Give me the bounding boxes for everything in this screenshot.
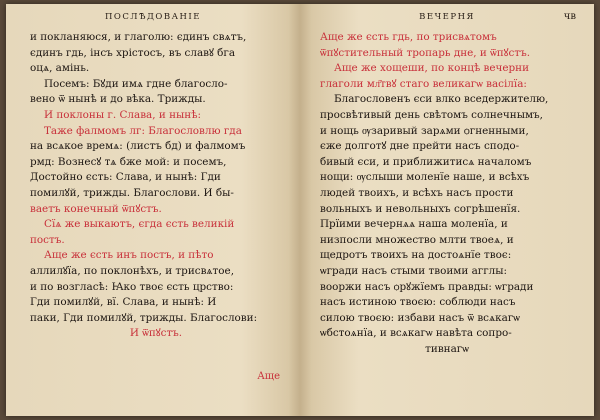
right-page-header: ВЕЧЕРНЯ xyxy=(419,12,475,22)
text-line: И поклоны г. Слава, и нынѣ: xyxy=(44,108,201,121)
text-line: Таже фалмомъ лг: Благословлю гда xyxy=(44,124,242,137)
right-page-text xyxy=(320,30,574,357)
right-page-number: чв xyxy=(563,11,576,22)
text-line: аллилꙋїа, по поклонѣхъ, и трисвѧтое, xyxy=(30,264,235,277)
text-line: Посемъ: Бꙋди имѧ гдне благосло- xyxy=(44,77,228,90)
right-page xyxy=(300,4,594,416)
text-line: тивнагѡ xyxy=(425,342,469,355)
text-line: ваетъ конечный ѿпꙋстъ. xyxy=(30,202,162,215)
left-page-text xyxy=(30,30,282,342)
text-line: вольныхъ и невольныхъ согрѣшенїя. xyxy=(320,202,521,215)
text-line: Аще же хощеши, по концѣ вечерни xyxy=(334,62,530,75)
text-line: Достойно єсть: Слава, и нынѣ: Гди xyxy=(30,171,221,184)
text-line: помилꙋй, трижды. Благослови. И бы- xyxy=(30,186,234,199)
text-line: насъ истиною твоєю: соблюди насъ xyxy=(320,296,516,309)
text-line: силою твоєю: избави насъ ѿ всѧкагѡ xyxy=(320,311,520,324)
left-page-header: ПОСЛѢДОВАНІЕ xyxy=(105,12,201,22)
text-line: Аще же єсть инъ постъ, и пѣто xyxy=(44,249,214,262)
left-page xyxy=(6,4,300,416)
text-line: вено ѿ нынѣ и до вѣка. Трижды. xyxy=(30,93,206,106)
text-line: оцѧ, амінь. xyxy=(30,62,90,75)
text-line: Аще же єсть гдь, по трисвѧтомъ xyxy=(320,31,497,43)
text-line: Гди помилꙋй, вї. Слава, и нынѣ: И xyxy=(30,296,217,309)
text-line: просвѣтивый день свѣтомъ солнечнымъ, xyxy=(320,108,543,121)
text-line: и покланяюся, и глаголю: єдинъ свѧтъ, xyxy=(30,31,247,43)
text-line: ѿпꙋстительный тропарь дне, и ѿпꙋстъ. xyxy=(320,46,531,59)
text-line: вооржи насъ ѻрꙋжїемъ правды: ѡгради xyxy=(320,280,534,293)
text-line: и по возгласѣ: Ꙗко твоє єсть црство: xyxy=(30,280,234,293)
text-line: постъ. xyxy=(30,233,65,246)
text-line: ѡбстоѧнїа, и всѧкагѡ навѣта сопро- xyxy=(320,327,512,340)
text-line: бивый єси, и приближитисѧ началомъ xyxy=(320,155,532,168)
text-line: рмд: Вознесꙋ тѧ бже мой: и посемъ, xyxy=(30,155,227,168)
left-catchword: Аще xyxy=(257,371,280,382)
text-line: щедротъ твоихъ на достоѧнїе твоє: xyxy=(320,249,512,262)
text-line: низпосли множество млти твоеѧ, и xyxy=(320,233,514,246)
text-line: паки, Гди помилꙋй, трижды. Благослови: xyxy=(30,311,258,324)
text-line: на всѧкое времѧ: (листъ бд) и фалмомъ xyxy=(30,140,246,153)
text-line: людей твоихъ, и всѣхъ насъ прости xyxy=(320,186,514,199)
book-spread xyxy=(6,4,594,416)
text-line: Сїѧ же выкаютъ, єгда єсть великій xyxy=(44,218,235,231)
text-line: єже долготꙋ дне прейти насъ сподо- xyxy=(320,140,520,153)
text-line: глаголи мл҃твꙋ стаго великагѡ васілїа: xyxy=(320,77,527,90)
text-line: єдинъ гдь, інсъ хрістосъ, въ славꙋ бга xyxy=(30,46,236,59)
text-line: и нощь ѹзаривый зарѧми ѻгненными, xyxy=(320,124,529,137)
text-line: Прїими вечернѧѧ наша моленїа, и xyxy=(320,218,508,231)
text-line: Благословенъ єси влко вседержителю, xyxy=(334,93,549,106)
text-line: ѡгради насъ стыми твоими агглы: xyxy=(320,264,508,277)
text-line: нощи: ѹслыши моленїе наше, и всѣхъ xyxy=(320,171,530,184)
text-line: И ѿпꙋстъ. xyxy=(129,327,183,340)
